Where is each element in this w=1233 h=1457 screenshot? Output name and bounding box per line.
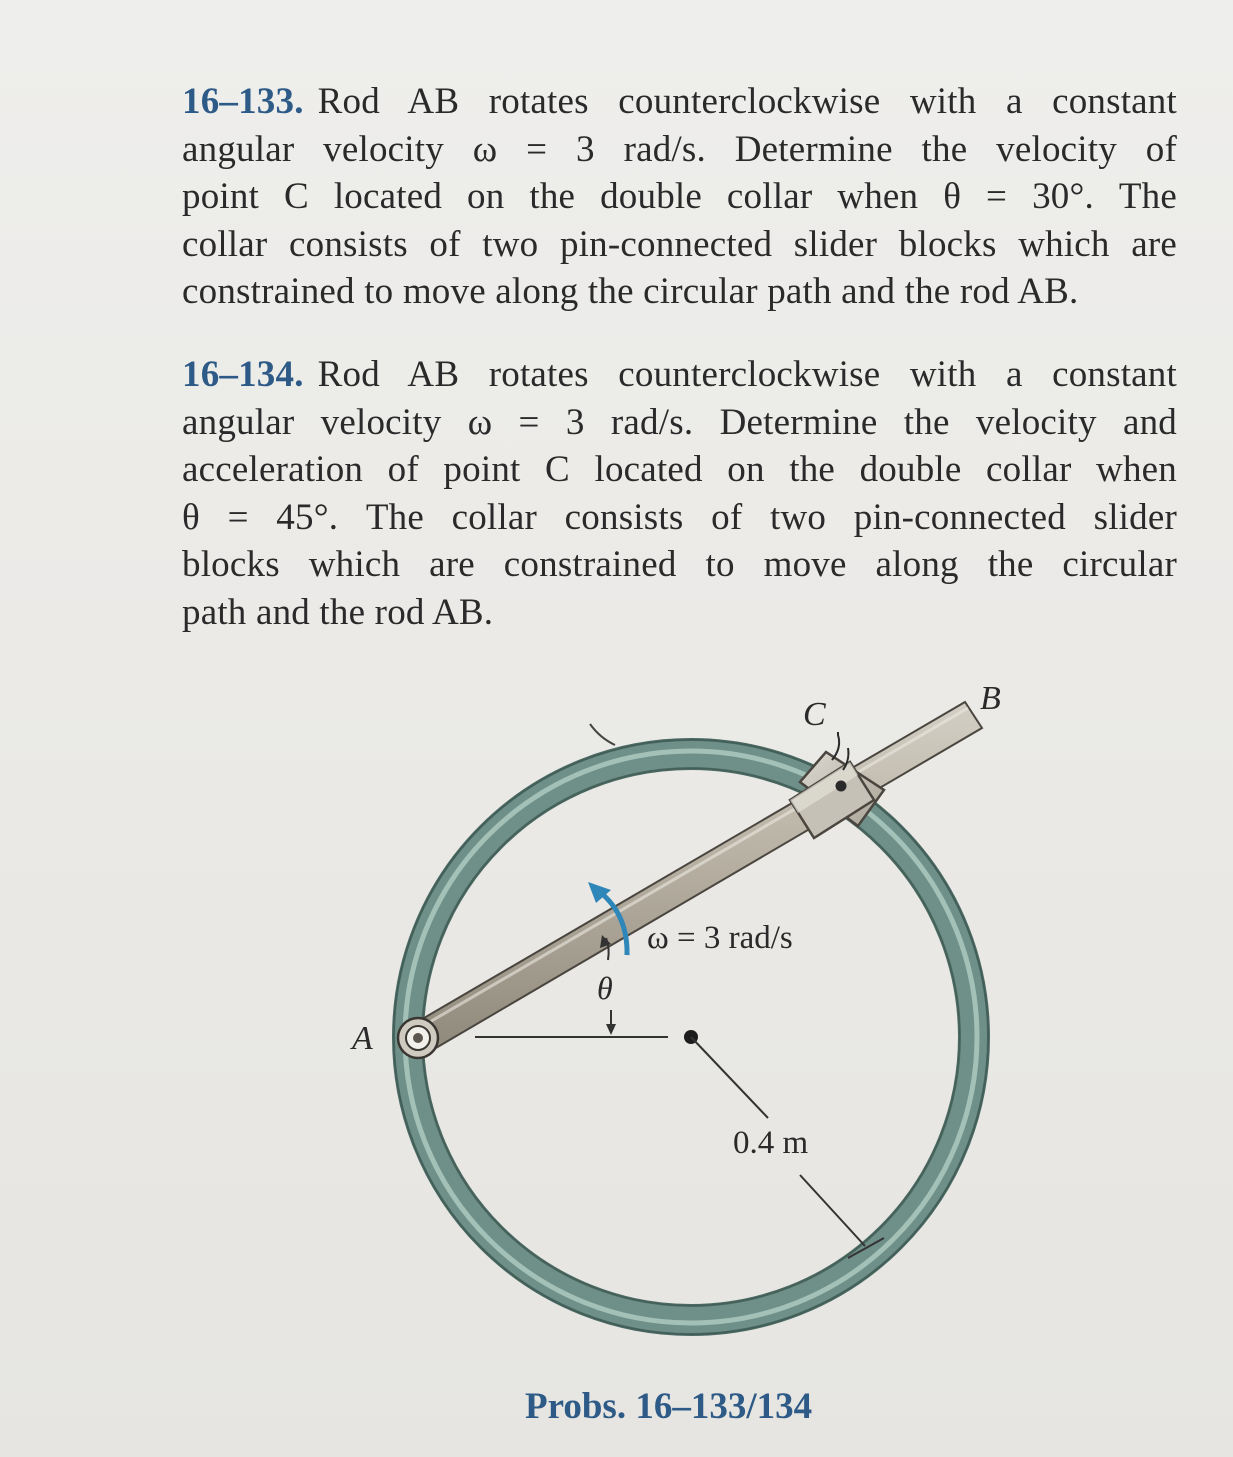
problem-text-line: angular velocity ω = 3 rad/s. Determine the velocity of <box>182 128 1177 170</box>
problem-text-line: angular velocity ω = 3 rad/s. Determine the velocity and <box>182 401 1177 443</box>
problem-text-line: θ = 45°. The collar consists of two pin-connected slider <box>182 496 1177 538</box>
problem-number: 16–134. <box>182 354 304 395</box>
angular-velocity-label: ω = 3 rad/s <box>647 920 793 956</box>
leader-mark <box>590 724 615 745</box>
figure-caption: Probs. 16–133/134 <box>525 1386 813 1427</box>
label-a: A <box>352 1020 373 1057</box>
radius-label: 0.4 m <box>733 1125 809 1161</box>
problem-text-line: path and the rod AB. <box>182 591 494 633</box>
pin-a <box>398 1018 438 1058</box>
problem-text-line: point C located on the double collar when θ = 30°. The <box>182 176 1177 217</box>
problem-text-line: Rod AB rotates counterclockwise with a constant <box>317 81 1177 122</box>
problem-text-line: constrained to move along the circular path and the rod AB. <box>182 271 1079 312</box>
problem-text-line: Rod AB rotates counterclockwise with a constant <box>317 354 1177 395</box>
label-c: C <box>803 696 826 733</box>
problem-text-line: blocks which are constrained to move along the circular <box>182 544 1177 585</box>
label-b: B <box>980 680 1001 717</box>
radius-line <box>691 1037 768 1118</box>
problem-text-line: collar consists of two pin-connected slider blocks which are <box>182 223 1177 265</box>
label-theta: θ <box>597 970 613 1006</box>
problem-text-line: acceleration of point C located on the double collar when <box>182 449 1177 490</box>
problem-number: 16–133. <box>182 81 304 122</box>
radius-line-outer <box>800 1175 865 1246</box>
